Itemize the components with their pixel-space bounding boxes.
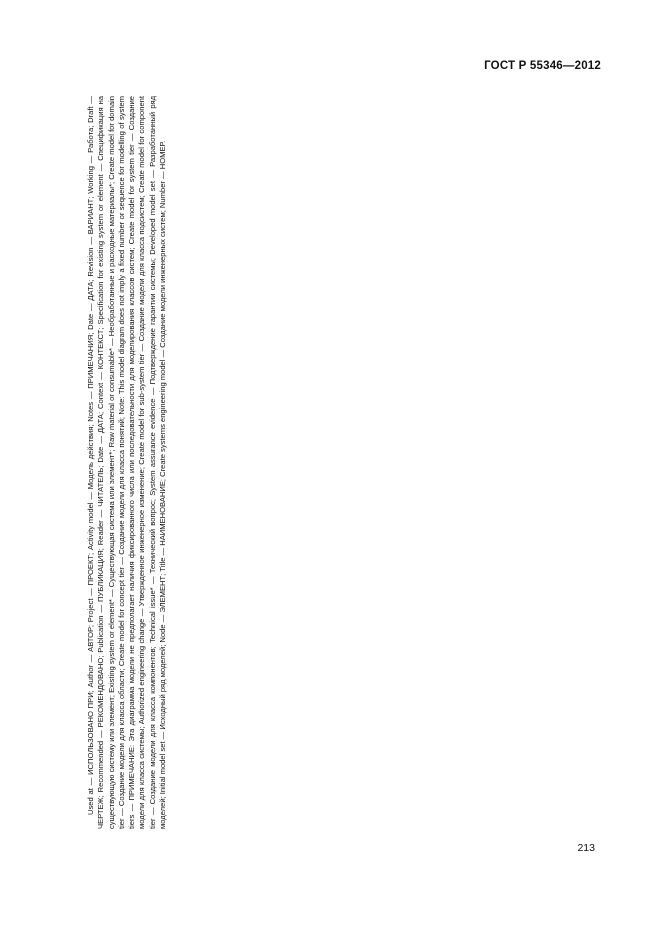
- rotated-text-block: [86, 96, 186, 829]
- rotated-legend-text: [86, 96, 168, 829]
- legend-paragraph: Used at — ИСПОЛЬЗОВАНО ПРИ; Author — АВТОР; Project — ПРОЕКТ; Activity model — Модель действия; Notes — ПРИМЕЧАНИЯ; Date — ДАТА; Revision — ВАРИАНТ; Working — Работа; Draft — ЧЕРТЕЖ; Recommended — РЕКОМЕНДОВАНО; Publication — ПУБЛИКАЦИЯ; Reader — ЧИТАТЕЛЬ; Date — ДАТА; Context — КОНТЕКСТ; Specification for existing system or element — Спецификация на существующую систему или элемент; Existing system or element* — Существующая система или элемент*; Raw material or consumable* — Необработанные и расходные материалы*; Create model for domain tier — Создание модели для класса области; Create model for concept tier — Создание модели для класса понятий; Note: This model diagram does not imply a fixed number or sequence for modelling of system tiers — ПРИМЕЧАНИЕ: Эта диаграмма модели не предполагает наличия фиксированного числа или последовательности для моделирования классов систем; Create model for system tier — Создание модели для класса системы; Authorized engineering change — Утвержденное инженерное изменение; Create model for sub-system tier — Создание модели для класса подсистем; Create model for component tier — Создание модели для класса компонентов; Technical issue* — Технический вопрос; System assurance evidence — Подтверждение гарантии системы; Developed model set — Разработанный ряд моделей; Initial model set — Исходный ряд моделей; Node — ЭЛЕМЕНТ; Title — НАИМЕНОВАНИЕ; Create systems engineering model — Создание модели инженерных систем; Number — НОМЕР.: [86, 96, 168, 829]
- page-number: 213: [577, 842, 595, 854]
- standard-header: ГОСТ Р 55346—2012: [484, 60, 601, 72]
